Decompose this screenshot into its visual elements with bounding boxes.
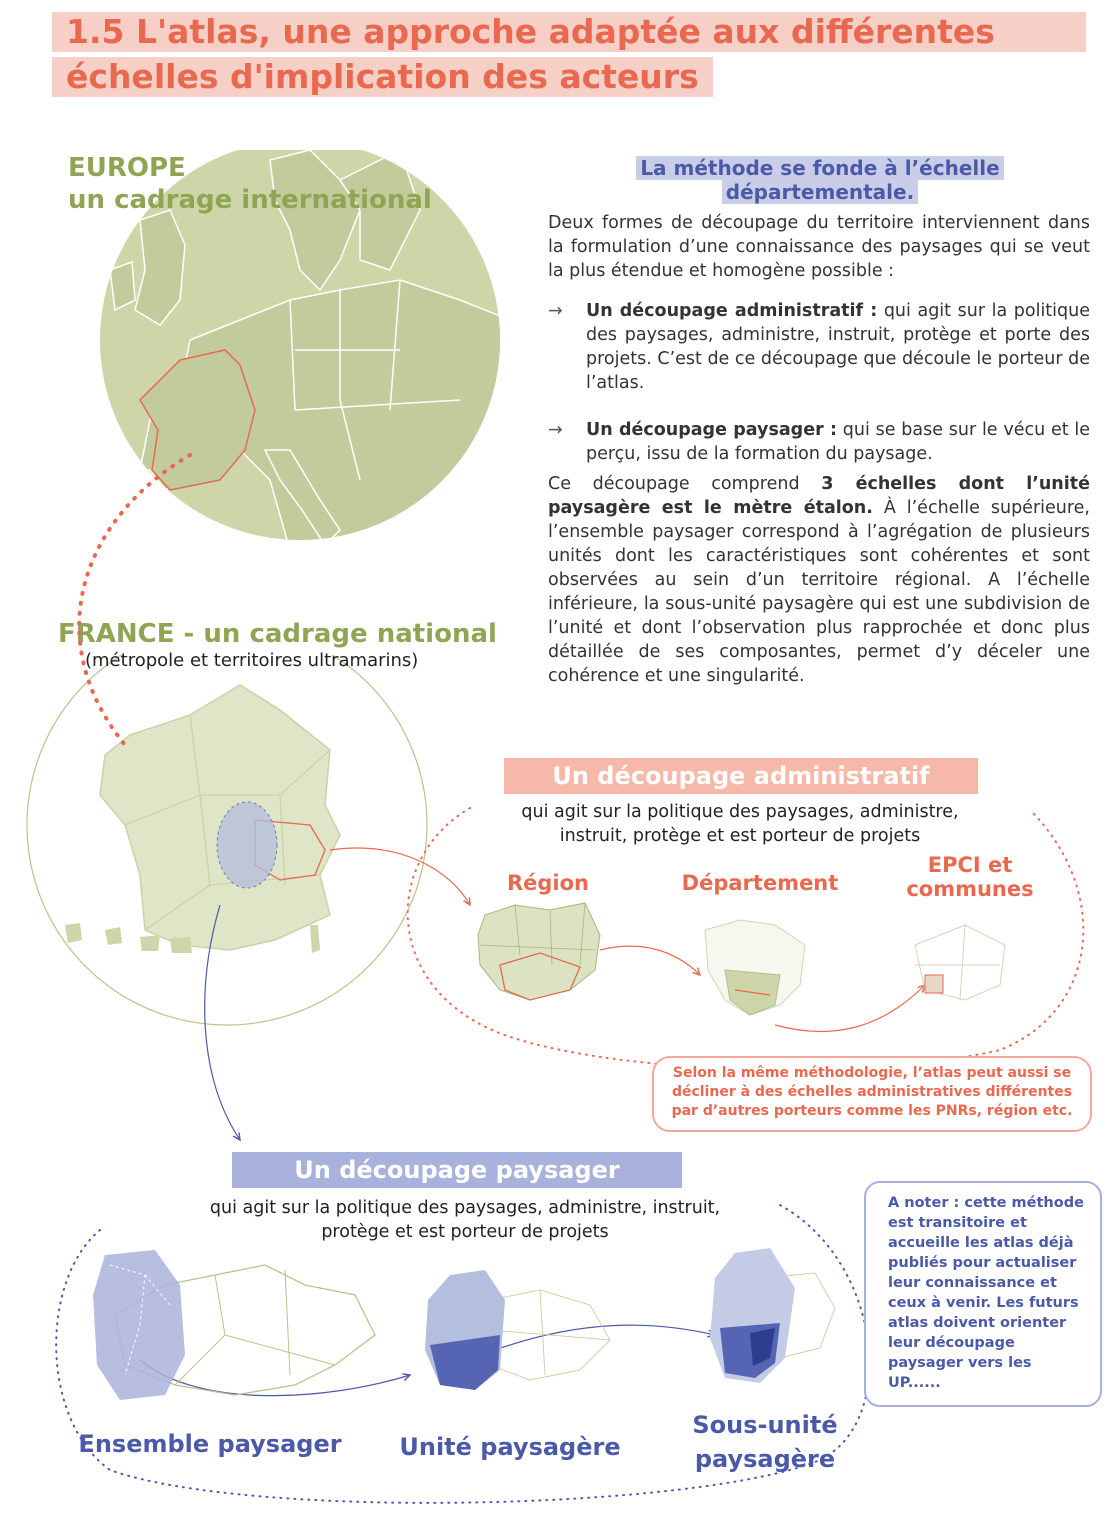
page-title-line2: échelles d'implication des acteurs — [52, 57, 713, 97]
france-to-paysager-arrow — [205, 905, 240, 1140]
epci-map — [905, 915, 1015, 1010]
europe-to-france-dots — [79, 455, 190, 745]
admin-desc — [460, 800, 1020, 848]
method-title-line1: La méthode se fonde à l’échelle — [636, 156, 1003, 180]
bullet1-text: qui agit sur la politique des paysages, administre, instruit, protège et porte des projets. C’est de ce découpage que découle le porteur de l’atlas. — [586, 301, 1091, 393]
unite-map — [420, 1270, 620, 1395]
bullet2-text: qui se base sur le vécu et le perçu, issu de la formation du paysage. — [586, 420, 1090, 464]
bullet2-bold: Un découpage paysager : — [586, 420, 838, 440]
france-to-region-arrow — [330, 848, 470, 905]
method-title — [560, 156, 1080, 204]
bullet-administratif — [548, 299, 1090, 395]
departement-map — [700, 915, 810, 1030]
bullet1-bold: Un découpage administratif : — [586, 301, 878, 321]
paysager-band: Un découpage paysager — [232, 1152, 682, 1188]
bullet-arrow-icon: → — [548, 420, 563, 440]
admin-note-text: Selon la même méthodologie, l’atlas peut aussi se décliner à des échelles administratives différentes par d’autres porteurs comme les PNRs, région etc. — [671, 1065, 1073, 1119]
admin-desc-line2: instruit, protège et est porteur de projets — [559, 826, 921, 846]
label-epci-line1: EPCI et — [927, 853, 1013, 877]
page-title-line1: 1.5 L'atlas, une approche adaptée aux différentes — [52, 12, 1086, 52]
label-ensemble: Ensemble paysager — [78, 1430, 342, 1458]
method-paragraph — [548, 472, 1090, 688]
admin-note — [652, 1056, 1092, 1132]
method-title-line2: départementale. — [722, 180, 918, 204]
sous-unite-map — [705, 1248, 845, 1393]
ensemble-map — [85, 1245, 385, 1405]
region-map — [470, 895, 610, 1020]
europe-title-line1: EUROPE — [68, 153, 186, 183]
para-bold: 3 échelles dont l’unité paysagère est le mètre étalon. — [548, 474, 1090, 518]
paysager-desc-line2: protège et est porteur de projets — [321, 1222, 609, 1242]
europe-title-line2: un cadrage international — [68, 185, 432, 215]
para-start: Ce découpage comprend — [548, 474, 822, 494]
label-epci-line2: communes — [906, 877, 1034, 901]
label-sous-unite-line1: Sous-unité — [692, 1411, 838, 1439]
admin-band: Un découpage administratif — [504, 758, 978, 794]
label-departement: Département — [681, 871, 839, 895]
bullet-paysager — [548, 418, 1090, 466]
france-subtitle: (métropole et territoires ultramarins) — [85, 650, 419, 671]
label-sous-unite — [680, 1408, 850, 1476]
label-region: Région — [506, 871, 590, 895]
paysager-desc-line1: qui agit sur la politique des paysages, administre, instruit, — [209, 1198, 721, 1218]
label-unite: Unité paysagère — [399, 1433, 621, 1461]
admin-desc-line1: qui agit sur la politique des paysages, administre, — [521, 802, 959, 822]
france-title: FRANCE - un cadrage national — [58, 619, 497, 649]
paysager-desc — [160, 1196, 770, 1244]
label-epci — [895, 853, 1045, 901]
method-intro: Deux formes de découpage du territoire interviennent dans la formulation d’une connaissance des paysages qui se veut la plus étendue et homogène possible : — [548, 213, 1090, 281]
paysager-note-text: A noter : cette méthode est transitoire et accueille les atlas déjà publiés pour actualiser leur connaissance et ceux à venir. Les futurs atlas doivent orienter leur découpage paysager vers les UP...... — [888, 1195, 1084, 1391]
paysager-note — [864, 1181, 1102, 1407]
para-rest: À l’échelle supérieure, l’ensemble paysager correspond à l’agrégation de plusieurs unités dont les caractéristiques sont cohérentes et sont observées au sein d’un territoire régional. A l’échelle inférieure, la sous-unité paysagère qui est une subdivision de l’unité et dont l’observation plus rapprochée et donc plus détaillée de ses composantes, permet d’y déceler une cohérence et une singularité. — [548, 498, 1090, 686]
bullet-arrow-icon: → — [548, 301, 563, 321]
label-sous-unite-line2: paysagère — [694, 1445, 836, 1473]
